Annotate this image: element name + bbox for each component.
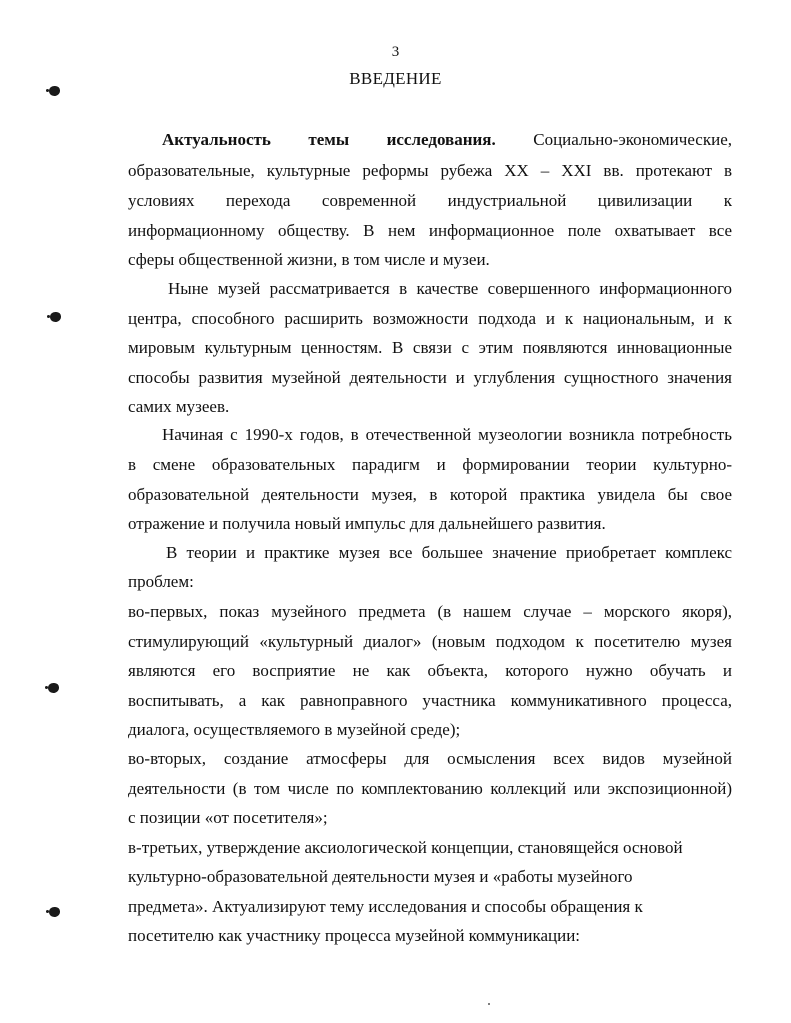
text-line: отражение и получила новый импульс для дальнейшего развития. [128, 514, 606, 533]
text-line: посетителю как участнику процесса музейной коммуникации: [128, 926, 581, 945]
text-line: предмета». Актуализируют тему исследования и способы обращения к [128, 897, 643, 916]
punch-hole-mark [49, 907, 60, 917]
text-line: информационному обществу. В нем информационное поле охватывает все [128, 221, 732, 240]
scan-speck [488, 1003, 490, 1005]
text-line: воспитывать, а как равноправного участника коммуникативного процесса, [128, 691, 732, 710]
text-line: В теории и практике музея все большее значение приобретает комплекс [166, 543, 732, 562]
lead-word: исследования. [386, 130, 496, 149]
text-line: в-третьих, утверждение аксиологической концепции, становящейся основой [128, 838, 683, 857]
punch-hole-mark [48, 683, 59, 693]
text-line: Начиная с 1990-х годов, в отечественной музеологии возникла потребность [162, 425, 732, 444]
lead-word: темы [308, 130, 350, 149]
text-line: в смене образовательных парадигм и формировании теории культурно- [128, 455, 732, 474]
punch-hole-mark [49, 86, 60, 96]
text-line: во-первых, показ музейного предмета (в нашем случае – морского якоря), [128, 602, 732, 621]
text-line: Ныне музей рассматривается в качестве совершенного информационного [168, 279, 732, 298]
text-line: образовательной деятельности музея, в которой практика увидела бы свое [128, 485, 732, 504]
text-line: условиях перехода современной индустриальной цивилизации к [128, 191, 732, 210]
lead-word: Актуальность [162, 130, 271, 149]
text-line: самих музеев. [128, 397, 230, 416]
text-line: мировым культурным ценностям. В связи с этим появляются инновационные [128, 338, 732, 357]
text-line: центра, способного расширить возможности подхода и к национальным, и к [128, 309, 732, 328]
lead-word: Социально-экономические, [533, 130, 732, 149]
text-line: проблем: [128, 572, 194, 591]
text-line: деятельности (в том числе по комплектованию коллекций или экспозиционной) [128, 779, 732, 798]
text-line: способы развития музейной деятельности и углубления сущностного значения [128, 368, 732, 387]
text-line: являются его восприятие не как объекта, которого нужно обучать и [128, 661, 732, 680]
text-line: во-вторых, создание атмосферы для осмысления всех видов музейной [128, 749, 732, 768]
page-heading: ВВЕДЕНИЕ [349, 69, 442, 88]
text-line: стимулирующий «культурный диалог» (новым подходом к посетителю музея [128, 632, 732, 651]
text-line: сферы общественной жизни, в том числе и музеи. [128, 250, 490, 269]
text-line: с позиции «от посетителя»; [128, 808, 328, 827]
text-line: культурно-образовательной деятельности музея и «работы музейного [128, 867, 633, 886]
text-line: образовательные, культурные реформы рубежа XX – XXI вв. протекают в [128, 161, 732, 180]
page-number: 3 [391, 44, 400, 60]
punch-hole-mark [50, 312, 61, 322]
text-line: диалога, осуществляемого в музейной среде); [128, 720, 461, 739]
text-line [162, 130, 732, 150]
